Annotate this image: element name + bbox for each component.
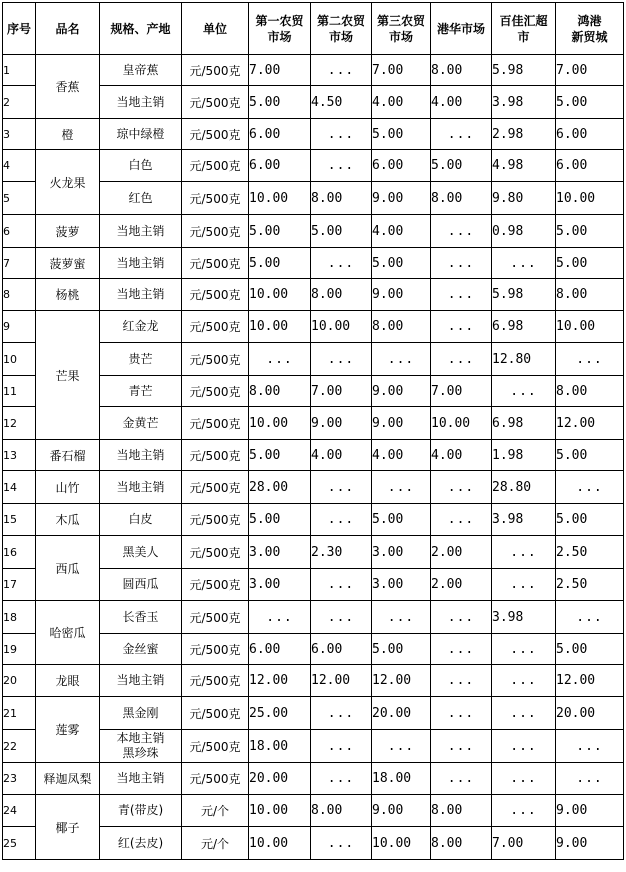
- product-spec: 白色: [100, 150, 182, 182]
- product-name: 西瓜: [36, 536, 100, 601]
- price-cell: ...: [492, 536, 556, 569]
- price-cell: 0.98: [492, 215, 556, 248]
- price-cell: 7.00: [311, 376, 372, 407]
- price-cell: 8.00: [556, 376, 624, 407]
- table-row: [3, 150, 624, 182]
- price-cell: ...: [431, 697, 492, 730]
- price-unit: 元/500克: [182, 730, 249, 763]
- price-cell: ...: [249, 343, 311, 376]
- price-cell: ...: [492, 569, 556, 601]
- price-cell: 6.00: [249, 119, 311, 150]
- price-cell: 5.00: [556, 215, 624, 248]
- table-row: [3, 215, 624, 248]
- product-spec: 当地主销: [100, 86, 182, 119]
- price-cell: 4.00: [372, 86, 431, 119]
- price-cell: 8.00: [431, 55, 492, 86]
- price-cell: ...: [311, 697, 372, 730]
- price-unit: 元/500克: [182, 119, 249, 150]
- price-cell: ...: [431, 730, 492, 763]
- price-cell: 20.00: [372, 697, 431, 730]
- price-cell: ...: [431, 248, 492, 279]
- table-row: [3, 248, 624, 279]
- price-cell: ...: [431, 311, 492, 343]
- row-number: 14: [3, 471, 36, 504]
- product-spec: 黑美人: [100, 536, 182, 569]
- row-number: 8: [3, 279, 36, 311]
- header-cell: 单位: [182, 3, 249, 55]
- price-cell: 5.00: [372, 504, 431, 536]
- price-cell: ...: [311, 827, 372, 860]
- product-spec: 红金龙: [100, 311, 182, 343]
- price-cell: ...: [311, 730, 372, 763]
- price-cell: 6.00: [556, 150, 624, 182]
- price-cell: 8.00: [431, 827, 492, 860]
- price-cell: ...: [311, 504, 372, 536]
- product-name: 木瓜: [36, 504, 100, 536]
- price-cell: ...: [372, 601, 431, 634]
- price-cell: 4.98: [492, 150, 556, 182]
- price-cell: 8.00: [311, 279, 372, 311]
- price-cell: 12.00: [249, 665, 311, 697]
- price-cell: 9.00: [372, 407, 431, 440]
- product-spec: 当地主销: [100, 665, 182, 697]
- price-unit: 元/500克: [182, 86, 249, 119]
- price-cell: 3.98: [492, 601, 556, 634]
- price-cell: ...: [492, 376, 556, 407]
- product-spec: 圆西瓜: [100, 569, 182, 601]
- price-cell: ...: [311, 471, 372, 504]
- header-cell: 第二农贸 市场: [311, 3, 372, 55]
- product-spec: 黑金刚: [100, 697, 182, 730]
- row-number: 20: [3, 665, 36, 697]
- price-cell: 5.00: [372, 634, 431, 665]
- price-unit: 元/500克: [182, 182, 249, 215]
- price-cell: 10.00: [372, 827, 431, 860]
- price-cell: 6.00: [249, 634, 311, 665]
- product-spec: 本地主销 黑珍珠: [100, 730, 182, 763]
- header-cell: 规格、产地: [100, 3, 182, 55]
- price-cell: 2.50: [556, 569, 624, 601]
- product-name: 杨桃: [36, 279, 100, 311]
- price-cell: 5.00: [249, 248, 311, 279]
- price-cell: 10.00: [249, 279, 311, 311]
- product-spec: 长香玉: [100, 601, 182, 634]
- price-cell: ...: [311, 119, 372, 150]
- price-cell: 3.00: [372, 569, 431, 601]
- price-unit: 元/500克: [182, 279, 249, 311]
- price-cell: ...: [431, 763, 492, 795]
- table-row: [3, 504, 624, 536]
- price-cell: ...: [249, 601, 311, 634]
- price-cell: 3.00: [372, 536, 431, 569]
- product-name: 释迦凤梨: [36, 763, 100, 795]
- price-unit: 元/500克: [182, 376, 249, 407]
- price-cell: 8.00: [556, 279, 624, 311]
- price-cell: 5.00: [431, 150, 492, 182]
- price-cell: 5.00: [249, 86, 311, 119]
- price-cell: ...: [431, 634, 492, 665]
- row-number: 18: [3, 601, 36, 634]
- price-cell: 2.00: [431, 569, 492, 601]
- product-name: 椰子: [36, 795, 100, 860]
- price-cell: 8.00: [311, 182, 372, 215]
- price-unit: 元/500克: [182, 440, 249, 471]
- price-unit: 元/500克: [182, 665, 249, 697]
- price-cell: 4.00: [431, 440, 492, 471]
- product-spec: 皇帝蕉: [100, 55, 182, 86]
- row-number: 17: [3, 569, 36, 601]
- row-number: 19: [3, 634, 36, 665]
- row-number: 2: [3, 86, 36, 119]
- price-cell: 4.00: [311, 440, 372, 471]
- product-name: 芒果: [36, 311, 100, 440]
- price-unit: 元/500克: [182, 248, 249, 279]
- price-cell: ...: [372, 343, 431, 376]
- price-cell: 20.00: [249, 763, 311, 795]
- price-cell: ...: [431, 504, 492, 536]
- price-unit: 元/500克: [182, 601, 249, 634]
- price-unit: 元/500克: [182, 343, 249, 376]
- product-name: 菠萝蜜: [36, 248, 100, 279]
- price-unit: 元/500克: [182, 55, 249, 86]
- price-cell: 5.00: [556, 248, 624, 279]
- product-spec: 贵芒: [100, 343, 182, 376]
- price-cell: 10.00: [249, 827, 311, 860]
- price-cell: 5.00: [249, 504, 311, 536]
- price-cell: ...: [431, 343, 492, 376]
- price-unit: 元/500克: [182, 311, 249, 343]
- row-number: 3: [3, 119, 36, 150]
- price-cell: ...: [492, 763, 556, 795]
- price-cell: 6.98: [492, 311, 556, 343]
- price-cell: 5.00: [311, 215, 372, 248]
- price-cell: 4.00: [431, 86, 492, 119]
- price-cell: ...: [311, 55, 372, 86]
- header-cell: 序号: [3, 3, 36, 55]
- price-cell: 7.00: [556, 55, 624, 86]
- price-unit: 元/500克: [182, 569, 249, 601]
- fruit-price-table: [2, 2, 624, 860]
- product-name: 菠萝: [36, 215, 100, 248]
- product-name: 火龙果: [36, 150, 100, 215]
- price-cell: ...: [311, 343, 372, 376]
- price-unit: 元/500克: [182, 504, 249, 536]
- price-cell: 3.00: [249, 536, 311, 569]
- product-spec: 当地主销: [100, 248, 182, 279]
- price-cell: 9.00: [556, 795, 624, 827]
- row-number: 16: [3, 536, 36, 569]
- price-cell: 10.00: [249, 311, 311, 343]
- price-cell: 8.00: [431, 795, 492, 827]
- price-cell: 2.30: [311, 536, 372, 569]
- row-number: 12: [3, 407, 36, 440]
- row-number: 25: [3, 827, 36, 860]
- price-cell: 12.00: [556, 407, 624, 440]
- product-name: 番石榴: [36, 440, 100, 471]
- header-cell: 鸿港 新贸城: [556, 3, 624, 55]
- price-cell: 20.00: [556, 697, 624, 730]
- price-cell: 5.00: [556, 634, 624, 665]
- price-cell: ...: [431, 471, 492, 504]
- price-cell: 3.00: [249, 569, 311, 601]
- price-cell: ...: [431, 279, 492, 311]
- price-cell: 9.80: [492, 182, 556, 215]
- header-cell: 港华市场: [431, 3, 492, 55]
- price-cell: 7.00: [249, 55, 311, 86]
- price-cell: 12.80: [492, 343, 556, 376]
- product-spec: 当地主销: [100, 279, 182, 311]
- price-cell: ...: [431, 119, 492, 150]
- price-cell: 28.80: [492, 471, 556, 504]
- price-cell: 2.00: [431, 536, 492, 569]
- price-cell: ...: [492, 795, 556, 827]
- price-cell: 18.00: [249, 730, 311, 763]
- price-cell: ...: [556, 471, 624, 504]
- row-number: 11: [3, 376, 36, 407]
- price-cell: 9.00: [372, 279, 431, 311]
- price-cell: 8.00: [249, 376, 311, 407]
- price-cell: ...: [556, 601, 624, 634]
- price-cell: 5.00: [249, 215, 311, 248]
- product-name: 莲雾: [36, 697, 100, 763]
- product-name: 龙眼: [36, 665, 100, 697]
- table-row: [3, 763, 624, 795]
- price-unit: 元/500克: [182, 150, 249, 182]
- price-unit: 元/500克: [182, 471, 249, 504]
- price-cell: 5.00: [556, 504, 624, 536]
- product-spec: 琼中绿橙: [100, 119, 182, 150]
- product-name: 山竹: [36, 471, 100, 504]
- price-unit: 元/500克: [182, 536, 249, 569]
- price-cell: 12.00: [372, 665, 431, 697]
- price-cell: 1.98: [492, 440, 556, 471]
- table-row: [3, 795, 624, 827]
- row-number: 13: [3, 440, 36, 471]
- table-row: [3, 119, 624, 150]
- product-spec: 当地主销: [100, 215, 182, 248]
- product-spec: 白皮: [100, 504, 182, 536]
- price-cell: ...: [492, 697, 556, 730]
- price-cell: 9.00: [372, 376, 431, 407]
- row-number: 22: [3, 730, 36, 763]
- price-cell: ...: [556, 343, 624, 376]
- price-cell: 25.00: [249, 697, 311, 730]
- price-cell: ...: [431, 665, 492, 697]
- price-cell: ...: [492, 634, 556, 665]
- price-cell: ...: [311, 248, 372, 279]
- header-cell: 品名: [36, 3, 100, 55]
- price-cell: ...: [492, 730, 556, 763]
- product-spec: 当地主销: [100, 471, 182, 504]
- header-row: [3, 3, 624, 55]
- price-cell: ...: [311, 601, 372, 634]
- price-cell: 10.00: [556, 311, 624, 343]
- price-cell: 28.00: [249, 471, 311, 504]
- price-unit: 元/500克: [182, 763, 249, 795]
- header-cell: 百佳汇超 市: [492, 3, 556, 55]
- row-number: 21: [3, 697, 36, 730]
- row-number: 5: [3, 182, 36, 215]
- price-cell: ...: [431, 215, 492, 248]
- price-cell: ...: [556, 763, 624, 795]
- price-cell: 7.00: [431, 376, 492, 407]
- product-spec: 金黄芒: [100, 407, 182, 440]
- price-cell: 6.98: [492, 407, 556, 440]
- price-cell: 4.00: [372, 440, 431, 471]
- price-cell: ...: [372, 471, 431, 504]
- price-cell: ...: [372, 730, 431, 763]
- price-cell: 10.00: [311, 311, 372, 343]
- price-cell: 10.00: [431, 407, 492, 440]
- price-cell: 5.98: [492, 279, 556, 311]
- product-spec: 红(去皮): [100, 827, 182, 860]
- product-spec: 金丝蜜: [100, 634, 182, 665]
- price-cell: 5.98: [492, 55, 556, 86]
- table-body: [3, 55, 624, 860]
- price-cell: 3.98: [492, 504, 556, 536]
- row-number: 15: [3, 504, 36, 536]
- row-number: 7: [3, 248, 36, 279]
- row-number: 10: [3, 343, 36, 376]
- product-spec: 青(带皮): [100, 795, 182, 827]
- price-cell: ...: [311, 763, 372, 795]
- price-cell: 8.00: [311, 795, 372, 827]
- product-name: 橙: [36, 119, 100, 150]
- table-row: [3, 55, 624, 86]
- price-cell: 9.00: [372, 795, 431, 827]
- price-cell: 18.00: [372, 763, 431, 795]
- product-name: 哈密瓜: [36, 601, 100, 665]
- price-unit: 元/500克: [182, 407, 249, 440]
- product-spec: 当地主销: [100, 763, 182, 795]
- price-cell: ...: [311, 150, 372, 182]
- price-cell: 4.50: [311, 86, 372, 119]
- price-cell: 6.00: [311, 634, 372, 665]
- table-row: [3, 440, 624, 471]
- table-row: [3, 471, 624, 504]
- product-spec: 青芒: [100, 376, 182, 407]
- price-cell: 5.00: [556, 440, 624, 471]
- header-cell: 第三农贸 市场: [372, 3, 431, 55]
- price-unit: 元/500克: [182, 215, 249, 248]
- price-cell: 10.00: [556, 182, 624, 215]
- row-number: 23: [3, 763, 36, 795]
- price-cell: 3.98: [492, 86, 556, 119]
- price-cell: 9.00: [372, 182, 431, 215]
- price-cell: 5.00: [556, 86, 624, 119]
- price-cell: 8.00: [431, 182, 492, 215]
- price-cell: 9.00: [311, 407, 372, 440]
- price-cell: ...: [311, 569, 372, 601]
- price-cell: 6.00: [249, 150, 311, 182]
- price-cell: 8.00: [372, 311, 431, 343]
- price-cell: 10.00: [249, 407, 311, 440]
- price-cell: ...: [492, 665, 556, 697]
- price-cell: 9.00: [556, 827, 624, 860]
- row-number: 1: [3, 55, 36, 86]
- price-cell: 6.00: [372, 150, 431, 182]
- price-cell: 2.50: [556, 536, 624, 569]
- price-cell: 12.00: [311, 665, 372, 697]
- price-cell: 4.00: [372, 215, 431, 248]
- price-cell: 7.00: [372, 55, 431, 86]
- price-cell: 7.00: [492, 827, 556, 860]
- price-cell: 5.00: [372, 248, 431, 279]
- table-row: [3, 279, 624, 311]
- price-cell: 5.00: [249, 440, 311, 471]
- price-cell: ...: [431, 601, 492, 634]
- table-row: [3, 536, 624, 569]
- row-number: 9: [3, 311, 36, 343]
- price-cell: 6.00: [556, 119, 624, 150]
- price-unit: 元/个: [182, 795, 249, 827]
- row-number: 4: [3, 150, 36, 182]
- price-cell: ...: [492, 248, 556, 279]
- price-cell: 2.98: [492, 119, 556, 150]
- row-number: 6: [3, 215, 36, 248]
- price-unit: 元/500克: [182, 697, 249, 730]
- table-row: [3, 601, 624, 634]
- price-cell: 12.00: [556, 665, 624, 697]
- price-cell: ...: [556, 730, 624, 763]
- price-unit: 元/个: [182, 827, 249, 860]
- table-row: [3, 311, 624, 343]
- product-name: 香蕉: [36, 55, 100, 119]
- row-number: 24: [3, 795, 36, 827]
- price-unit: 元/500克: [182, 634, 249, 665]
- price-cell: 10.00: [249, 795, 311, 827]
- product-spec: 当地主销: [100, 440, 182, 471]
- table-row: [3, 665, 624, 697]
- table-row: [3, 697, 624, 730]
- price-cell: 5.00: [372, 119, 431, 150]
- header-cell: 第一农贸 市场: [249, 3, 311, 55]
- product-spec: 红色: [100, 182, 182, 215]
- price-cell: 10.00: [249, 182, 311, 215]
